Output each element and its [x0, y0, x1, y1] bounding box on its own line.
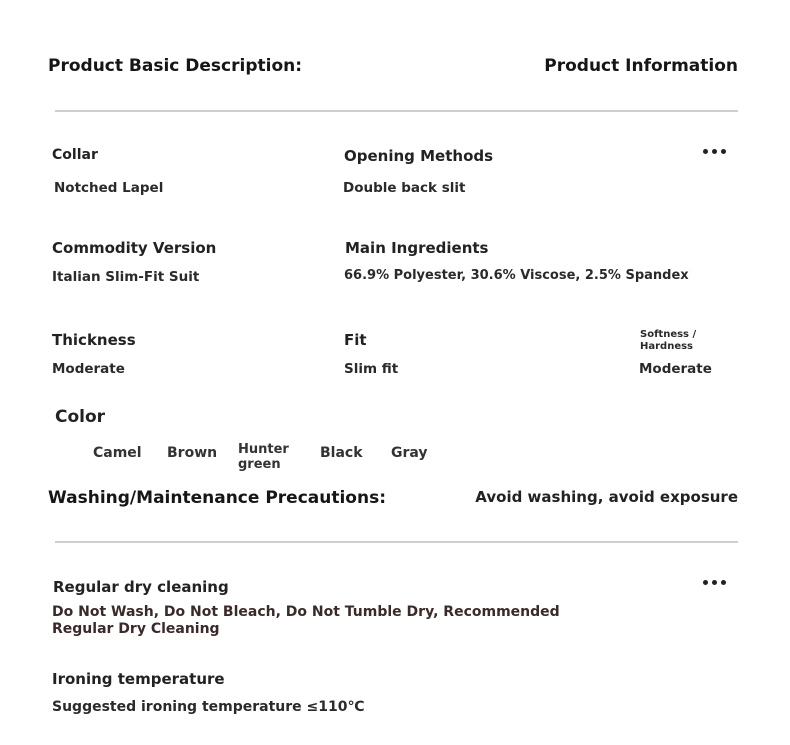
fit-value: Slim fit — [344, 361, 399, 377]
opening-methods-label: Opening Methods — [344, 147, 494, 165]
washing-summary: Avoid washing, avoid exposure — [475, 488, 738, 506]
washing-title: Washing/Maintenance Precautions: — [48, 488, 386, 508]
thickness-value: Moderate — [52, 361, 125, 377]
main-ingredients-label: Main Ingredients — [345, 239, 489, 257]
color-label: Color — [55, 407, 106, 427]
fit-label: Fit — [344, 331, 367, 349]
color-option-camel[interactable]: Camel — [93, 445, 142, 461]
divider — [55, 541, 738, 543]
dry-cleaning-label: Regular dry cleaning — [53, 578, 229, 596]
commodity-version-value: Italian Slim-Fit Suit — [52, 269, 200, 285]
dry-cleaning-value: Do Not Wash, Do Not Bleach, Do Not Tumble Dry, Recommended Regular Dry Cleaning — [52, 604, 560, 637]
divider — [55, 110, 738, 112]
thickness-label: Thickness — [52, 331, 136, 349]
ironing-temperature-label: Ironing temperature — [52, 670, 225, 688]
opening-methods-value: Double back slit — [343, 180, 466, 196]
more-dots-icon[interactable] — [703, 580, 726, 585]
collar-label: Collar — [52, 147, 98, 163]
ironing-temperature-value: Suggested ironing temperature ≤110℃ — [52, 699, 365, 715]
commodity-version-label: Commodity Version — [52, 239, 217, 257]
color-option-black[interactable]: Black — [320, 445, 363, 461]
color-option-gray[interactable]: Gray — [391, 445, 428, 461]
color-option-brown[interactable]: Brown — [167, 445, 218, 461]
basic-description-title: Product Basic Description: — [48, 56, 303, 76]
main-ingredients-value: 66.9% Polyester, 30.6% Viscose, 2.5% Spandex — [344, 268, 689, 283]
collar-value: Notched Lapel — [54, 180, 164, 196]
softness-hardness-label: Softness / Hardness — [640, 329, 697, 352]
more-dots-icon[interactable] — [703, 149, 726, 154]
product-information-title: Product Information — [544, 56, 738, 76]
color-option-hunter-green[interactable]: Hunter green — [238, 442, 289, 472]
softness-hardness-value: Moderate — [639, 361, 712, 377]
